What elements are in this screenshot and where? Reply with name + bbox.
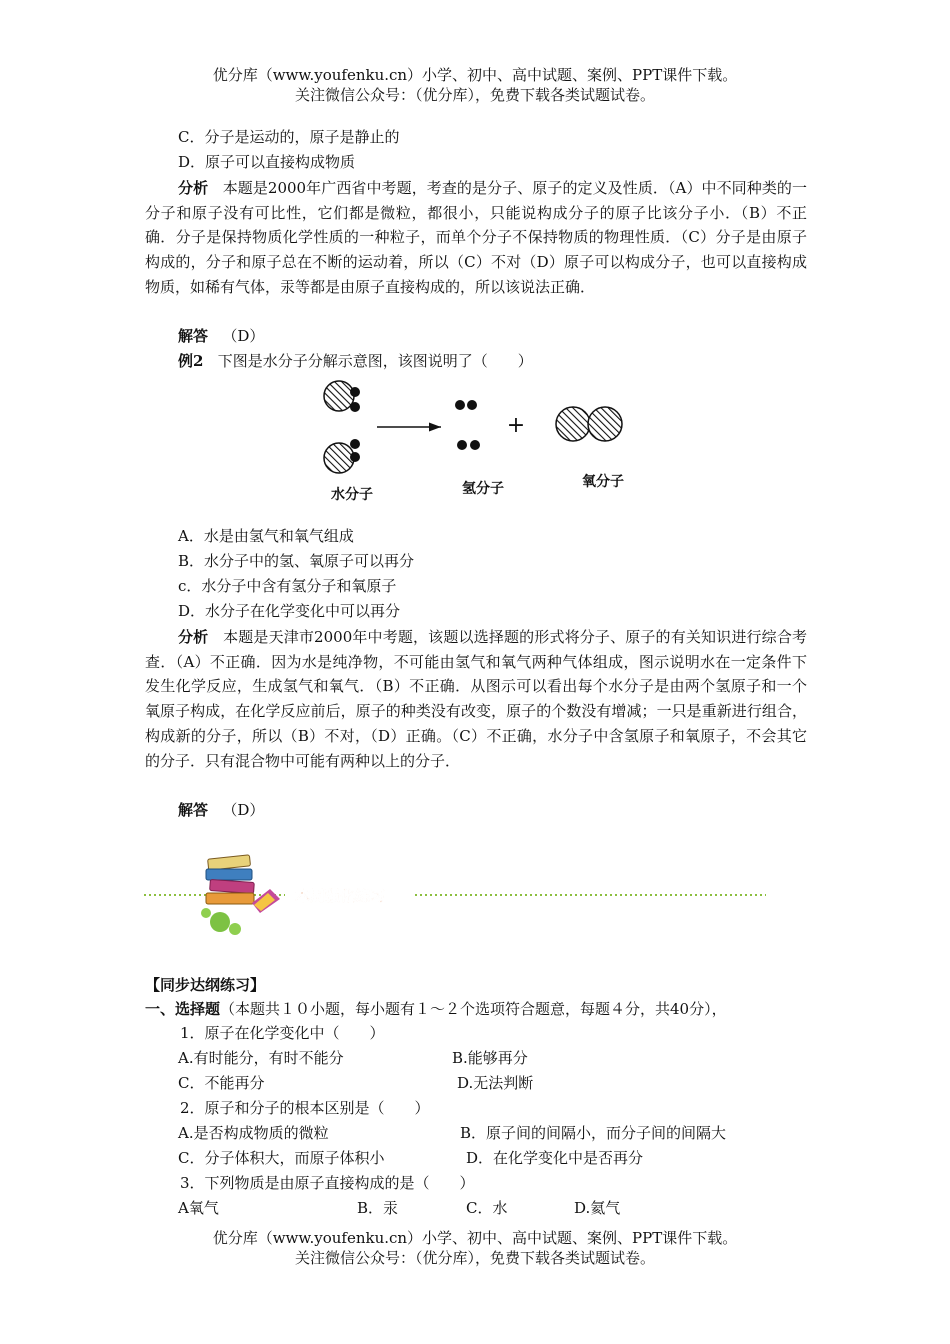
question-1-option-b: B.能够再分 [452, 1049, 528, 1067]
example1-answer [178, 325, 264, 347]
answer-value: （D） [222, 801, 265, 819]
analysis-text: 本题是2000年广西省中考题，考查的是分子、原子的定义及性质．（A）中不同种类的一分子和原子没有可比性，它们都是微粒，都很小，只能说构成分子的原子比该分子小．（B）不正确．分子是保持物质化学性质的一种粒子，而单个分子不保持物质的物理性质．（C）分子是由原子构成的，分子和原子总在不断的运动着，所以（C）不对（D）原子可以构成分子，也可以直接构成物质，如稀有气体，汞等都是由原子直接构成的，所以该说法正确． [145, 179, 807, 296]
water-molecule-label: 水分子 [331, 487, 373, 503]
page-footer-line-1: 优分库（www.youfenku.cn）小学、初中、高中试题、案例、PPT课件下载。 [212, 1229, 738, 1247]
part-description: （本题共１０小题，每小题有１～２个选项符合题意，每题４分，共40分）， [220, 1000, 727, 1018]
practice-banner [140, 845, 770, 940]
question-1-option-c: C．不能再分 [178, 1074, 265, 1092]
question-3-option-d: D.氦气 [574, 1199, 621, 1217]
water-molecule [324, 439, 360, 473]
books-icon [201, 855, 280, 935]
hydrogen-molecule-label: 氢分子 [462, 481, 504, 497]
oxygen-molecule-label: 氧分子 [582, 474, 624, 490]
water-molecule [324, 381, 360, 412]
question-2-option-a: A.是否构成物质的微粒 [178, 1124, 329, 1142]
analysis-label: 分析 [178, 179, 209, 197]
analysis-label: 分析 [178, 628, 209, 646]
example1-option-d: D．原子可以直接构成物质 [178, 153, 356, 171]
example1-analysis [145, 176, 807, 300]
oxygen-molecule [556, 407, 622, 441]
example2-option-d: D．水分子在化学变化中可以再分 [178, 602, 401, 620]
example1-option-c: C．分子是运动的，原子是静止的 [178, 128, 400, 146]
banner-title: 本周强化练习 [295, 887, 386, 905]
hydrogen-molecule [455, 400, 477, 410]
page-footer-line-2: 关注微信公众号：（优分库），免费下载各类试题试卷。 [294, 1249, 655, 1267]
example2-option-c: c．水分子中含有氢分子和氧原子 [178, 577, 397, 595]
question-3-stem: 3．下列物质是由原子直接构成的是（ ） [180, 1174, 475, 1192]
page-header-line-1: 优分库（www.youfenku.cn）小学、初中、高中试题、案例、PPT课件下载。 [212, 66, 738, 84]
question-2-option-c: C．分子体积大，而原子体积小 [178, 1149, 385, 1167]
question-text: 下图是水分子分解示意图，该图说明了（ ） [217, 352, 533, 370]
hydrogen-atom [350, 452, 360, 462]
question-1-option-a: A.有时能分，有时不能分 [178, 1049, 344, 1067]
page-header-line-2: 关注微信公众号：（优分库），免费下载各类试题试卷。 [294, 86, 655, 104]
question-1-stem: 1．原子在化学变化中（ ） [180, 1024, 385, 1042]
example2-question [178, 350, 533, 372]
plus-sign: + [506, 413, 526, 438]
question-3-option-b: B．汞 [357, 1199, 399, 1217]
water-decomposition-diagram [310, 372, 650, 507]
question-3-option-c: C．水 [466, 1199, 508, 1217]
hydrogen-molecule [457, 440, 480, 450]
hydrogen-atom [350, 387, 360, 397]
question-3-option-a: A氧气 [178, 1199, 219, 1217]
answer-label: 解答 [178, 801, 209, 819]
answer-label: 解答 [178, 327, 209, 345]
hydrogen-atom [350, 402, 360, 412]
oxygen-atom [324, 381, 354, 411]
question-2-stem: 2．原子和分子的根本区别是（ ） [180, 1099, 430, 1117]
oxygen-atom [324, 443, 354, 473]
part-label: 一、选择题 [145, 1000, 221, 1018]
question-2-option-b: B．原子间的间隔小，而分子间的间隔大 [460, 1124, 727, 1142]
example2-analysis [145, 625, 807, 773]
answer-value: （D） [222, 327, 265, 345]
question-2-option-d: D．在化学变化中是否再分 [466, 1149, 644, 1167]
example2-option-b: B．水分子中的氢、氧原子可以再分 [178, 552, 415, 570]
example-label: 例2 [178, 352, 204, 370]
question-1-option-d: D.无法判断 [457, 1074, 534, 1092]
example2-answer [178, 799, 264, 821]
section-title: 【同步达纲练习】 [145, 976, 266, 994]
example2-option-a: A．水是由氢气和氧气组成 [178, 527, 354, 545]
analysis-text: 本题是天津市2000年中考题，该题以选择题的形式将分子、原子的有关知识进行综合考查．（A）不正确．因为水是纯净物，不可能由氢气和氧气两种气体组成，图示说明水在一定条件下发生化学反应，生成氢气和氧气．（B）不正确．从图示可以看出每个水分子是由两个氢原子和一个氧原子构成，在化学反应前后，原子的种类没有改变，原子的个数没有增减；一只是重新进行组合，构成新的分子，所以（B）不对，（D）正确。（C）不正确，水分子中含氢原子和氧原子，不会其它的分子．只有混合物中可能有两种以上的分子． [145, 628, 807, 770]
part-heading [145, 998, 727, 1020]
hydrogen-atom [350, 439, 360, 449]
